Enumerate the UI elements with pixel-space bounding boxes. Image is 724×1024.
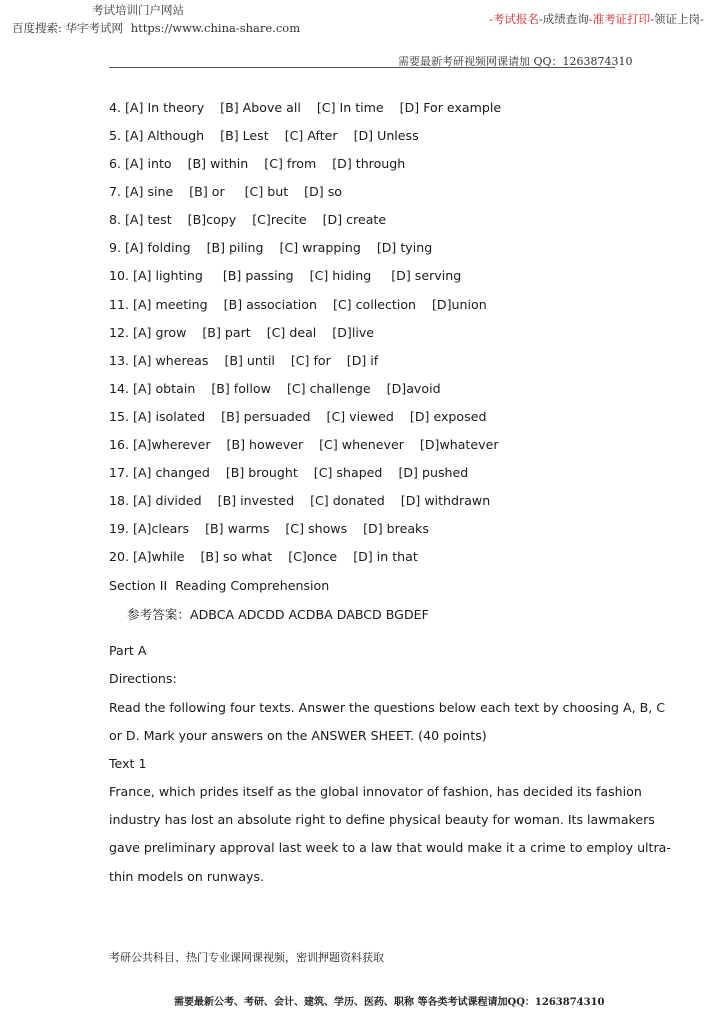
- option-row-9: 9. [A] folding [B] piling [C] wrapping [D] tying: [109, 240, 433, 255]
- option-row-4: 4. [A] In theory [B] Above all [C] In time [D] For example: [109, 100, 502, 115]
- footer-note: 考研公共科目、热门专业课网课视频，密训押题资料获取: [109, 951, 384, 964]
- option-row-13: 13. [A] whereas [B] until [C] for [D] if: [109, 353, 379, 368]
- text-label: Text 1: [109, 756, 147, 771]
- option-row-7: 7. [A] sine [B] or [C] but [D] so: [109, 184, 342, 199]
- site-url-link[interactable]: https://www.china-share.com: [130, 21, 301, 35]
- option-row-18: 18. [A] divided [B] invested [C] donated [D] withdrawn: [109, 493, 491, 508]
- search-prefix: 百度搜索:: [12, 21, 62, 35]
- nav-exam-registration[interactable]: -考试报名: [489, 12, 539, 26]
- passage-line-2: industry has lost an absolute right to define physical beauty for woman. Its lawmakers: [109, 812, 655, 827]
- passage-line-3: gave preliminary approval last week to a law that would make it a crime to employ ultra-: [109, 840, 671, 855]
- option-row-10: 10. [A] lighting [B] passing [C] hiding [D] serving: [109, 268, 462, 283]
- option-row-17: 17. [A] changed [B] brought [C] shaped [D] pushed: [109, 465, 469, 480]
- option-row-15: 15. [A] isolated [B] persuaded [C] viewed [D] exposed: [109, 409, 487, 424]
- option-row-6: 6. [A] into [B] within [C] from [D] through: [109, 156, 406, 171]
- option-row-19: 19. [A]clears [B] warms [C] shows [D] breaks: [109, 521, 429, 536]
- directions-text-line-2: or D. Mark your answers on the ANSWER SHEET. (40 points): [109, 728, 487, 743]
- option-row-5: 5. [A] Although [B] Lest [C] After [D] Unless: [109, 128, 419, 143]
- directions-text-line-1: Read the following four texts. Answer the questions below each text by choosing A, B, C: [109, 700, 666, 715]
- passage-line-1: France, which prides itself as the global innovator of fashion, has decided its fashion: [109, 784, 642, 799]
- answer-key: 参考答案：ADBCA ADCDD ACDBA DABCD BGDEF: [127, 607, 429, 622]
- option-row-12: 12. [A] grow [B] part [C] deal [D]live: [109, 325, 375, 340]
- option-row-14: 14. [A] obtain [B] follow [C] challenge [D]avoid: [109, 381, 441, 396]
- option-row-20: 20. [A]while [B] so what [C]once [D] in that: [109, 549, 418, 564]
- search-term-link[interactable]: 华宇考试网: [65, 21, 124, 35]
- contact-note: 需要最新考研视频网课请加 QQ：1263874310: [398, 55, 633, 68]
- part-label: Part A: [109, 643, 147, 658]
- nav-certification[interactable]: -领证上岗-: [650, 12, 704, 26]
- option-row-8: 8. [A] test [B]copy [C]recite [D] create: [109, 212, 387, 227]
- footer-bottom: 需要最新公考、考研、会计、建筑、学历、医药、职称 等各类考试课程请加QQ：1263874310: [174, 997, 605, 1008]
- nav-score-query[interactable]: -成绩查询: [538, 12, 589, 26]
- passage-line-4: thin models on runways.: [109, 869, 265, 884]
- header-divider: [109, 67, 615, 68]
- option-row-11: 11. [A] meeting [B] association [C] collection [D]union: [109, 297, 487, 312]
- section-title: Section II Reading Comprehension: [109, 578, 330, 593]
- option-row-16: 16. [A]wherever [B] however [C] whenever [D]whatever: [109, 437, 499, 452]
- nav-admission-ticket-print[interactable]: -准考证打印: [588, 12, 651, 26]
- header-nav: [489, 11, 704, 27]
- directions-label: Directions:: [109, 671, 177, 686]
- search-line: [12, 20, 300, 36]
- site-title: 考试培训门户网站: [92, 3, 184, 17]
